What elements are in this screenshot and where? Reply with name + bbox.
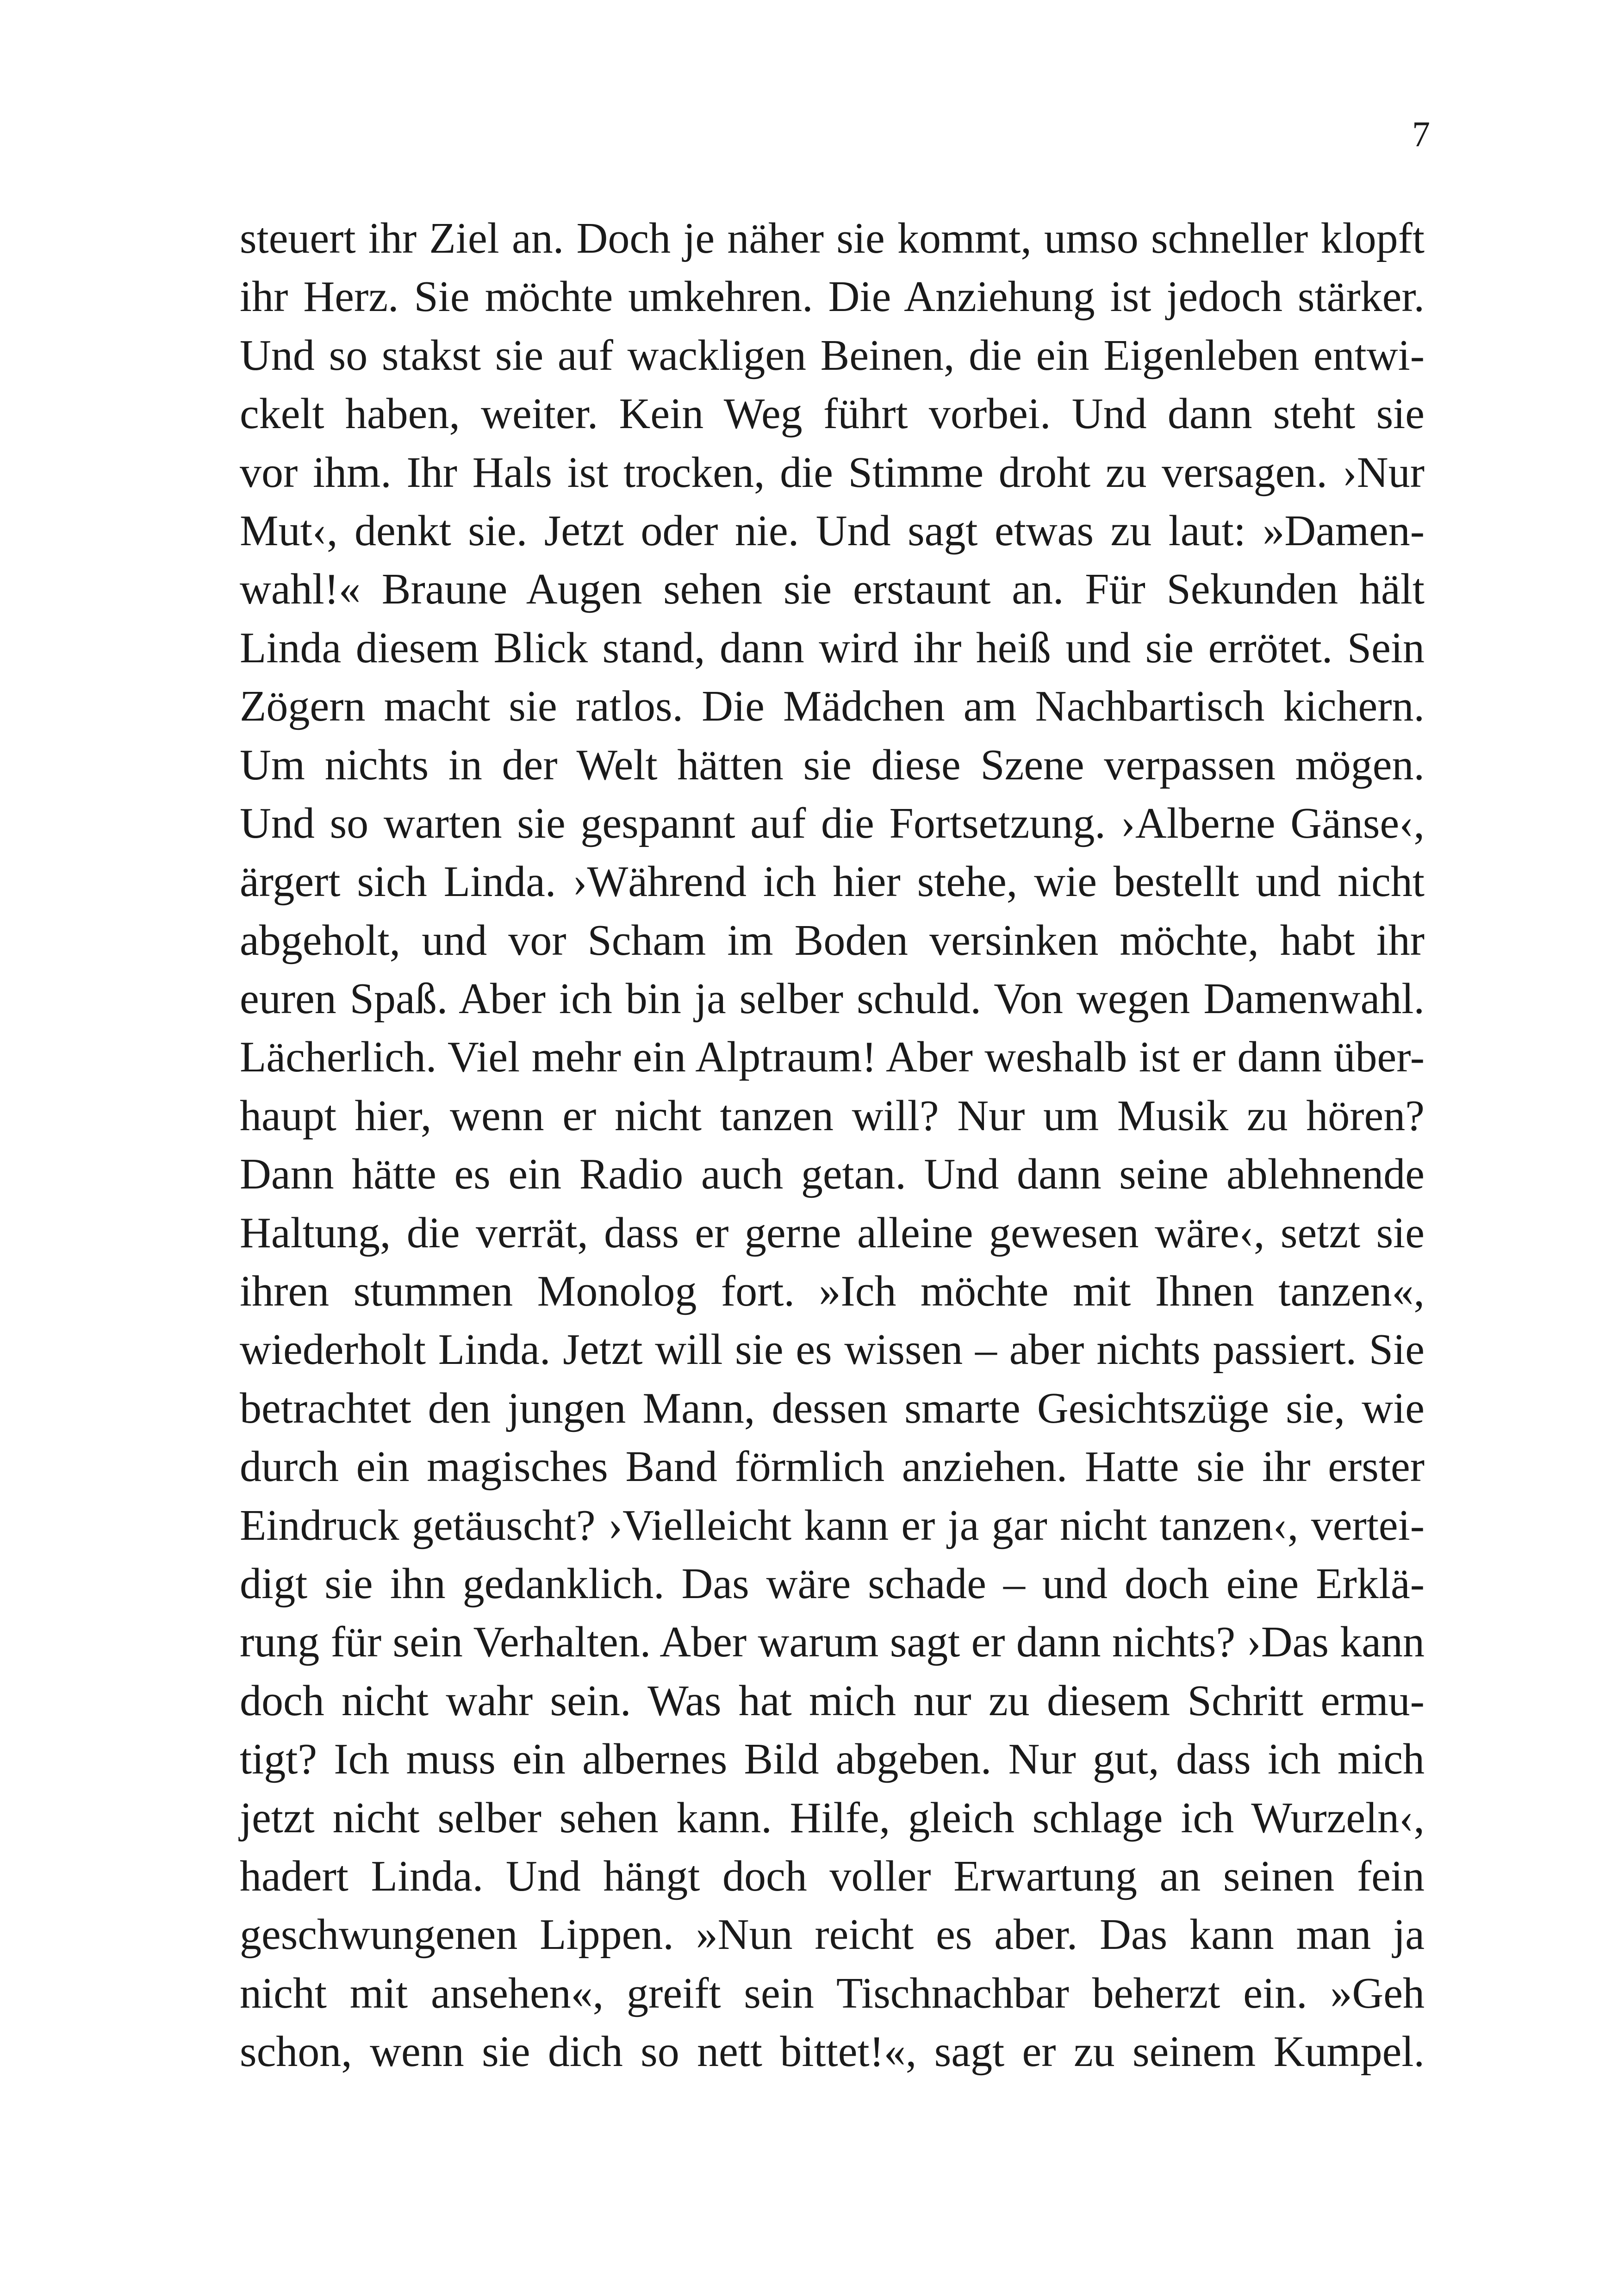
text-line: abgeholt, und vor Scham im Boden versinken möchte, habt ihr xyxy=(240,916,1425,964)
text-line: ärgert sich Linda. ›Während ich hier stehe, wie bestellt und nicht xyxy=(240,858,1425,906)
text-line: Dann hätte es ein Radio auch getan. Und dann seine ablehnende xyxy=(240,1150,1425,1199)
text-line: schon, wenn sie dich so nett bittet!«, sagt er zu seinem Kumpel. xyxy=(240,2028,1425,2076)
page-number: 7 xyxy=(1412,114,1430,154)
text-line: Um nichts in der Welt hätten sie diese Szene verpassen mögen. xyxy=(240,740,1425,789)
text-line: Linda diesem Blick stand, dann wird ihr heiß und sie errötet. Sein xyxy=(240,623,1425,672)
text-line: durch ein magisches Band förmlich anziehen. Hatte sie ihr erster xyxy=(240,1443,1425,1491)
text-line: wahl!« Braune Augen sehen sie erstaunt an. Für Sekunden hält xyxy=(240,565,1425,614)
text-line: euren Spaß. Aber ich bin ja selber schuld. Von wegen Damenwahl. xyxy=(240,975,1425,1023)
text-line: hadert Linda. Und hängt doch voller Erwartung an seinen fein xyxy=(240,1852,1425,1900)
text-line: Haltung, die verrät, dass er gerne alleine gewesen wäre‹, setzt sie xyxy=(240,1208,1425,1257)
text-line: ihren stummen Monolog fort. »Ich möchte mit Ihnen tanzen«, xyxy=(240,1267,1425,1316)
text-line: vor ihm. Ihr Hals ist trocken, die Stimme droht zu versagen. ›Nur xyxy=(240,448,1425,497)
text-line: haupt hier, wenn er nicht tanzen will? Nur um Musik zu hören? xyxy=(240,1091,1425,1140)
text-line: wiederholt Linda. Jetzt will sie es wissen – aber nichts passiert. Sie xyxy=(240,1325,1425,1374)
text-line: Zögern macht sie ratlos. Die Mädchen am Nachbartisch kichern. xyxy=(240,682,1425,731)
text-line: nicht mit ansehen«, greift sein Tischnachbar beherzt ein. »Geh xyxy=(240,1969,1425,2017)
text-line: Lächerlich. Viel mehr ein Alptraum! Aber weshalb ist er dann über- xyxy=(240,1033,1425,1082)
text-line: ckelt haben, weiter. Kein Weg führt vorbei. Und dann steht sie xyxy=(240,390,1425,438)
text-line: steuert ihr Ziel an. Doch je näher sie kommt, umso schneller klopft xyxy=(240,214,1425,262)
text-line: ihr Herz. Sie möchte umkehren. Die Anziehung ist jedoch stärker. xyxy=(240,273,1425,321)
text-line: geschwungenen Lippen. »Nun reicht es aber. Das kann man ja xyxy=(240,1910,1425,1959)
text-line: Eindruck getäuscht? ›Vielleicht kann er ja gar nicht tanzen‹, vertei- xyxy=(240,1501,1425,1549)
text-line: jetzt nicht selber sehen kann. Hilfe, gleich schlage ich Wurzeln‹, xyxy=(240,1793,1425,1842)
text-line: Und so warten sie gespannt auf die Fortsetzung. ›Alberne Gänse‹, xyxy=(240,799,1425,847)
body-text xyxy=(240,209,1425,2081)
text-line: Und so stakst sie auf wackligen Beinen, die ein Eigenleben entwi- xyxy=(240,331,1425,380)
text-line: doch nicht wahr sein. Was hat mich nur zu diesem Schritt ermu- xyxy=(240,1676,1425,1725)
text-line: tigt? Ich muss ein albernes Bild abgeben. Nur gut, dass ich mich xyxy=(240,1735,1425,1784)
text-line: rung für sein Verhalten. Aber warum sagt er dann nichts? ›Das kann xyxy=(240,1618,1425,1667)
text-line: Mut‹, denkt sie. Jetzt oder nie. Und sagt etwas zu laut: »Damen- xyxy=(240,506,1425,555)
text-line: digt sie ihn gedanklich. Das wäre schade – und doch eine Erklä- xyxy=(240,1559,1425,1608)
text-line: betrachtet den jungen Mann, dessen smarte Gesichtszüge sie, wie xyxy=(240,1384,1425,1432)
